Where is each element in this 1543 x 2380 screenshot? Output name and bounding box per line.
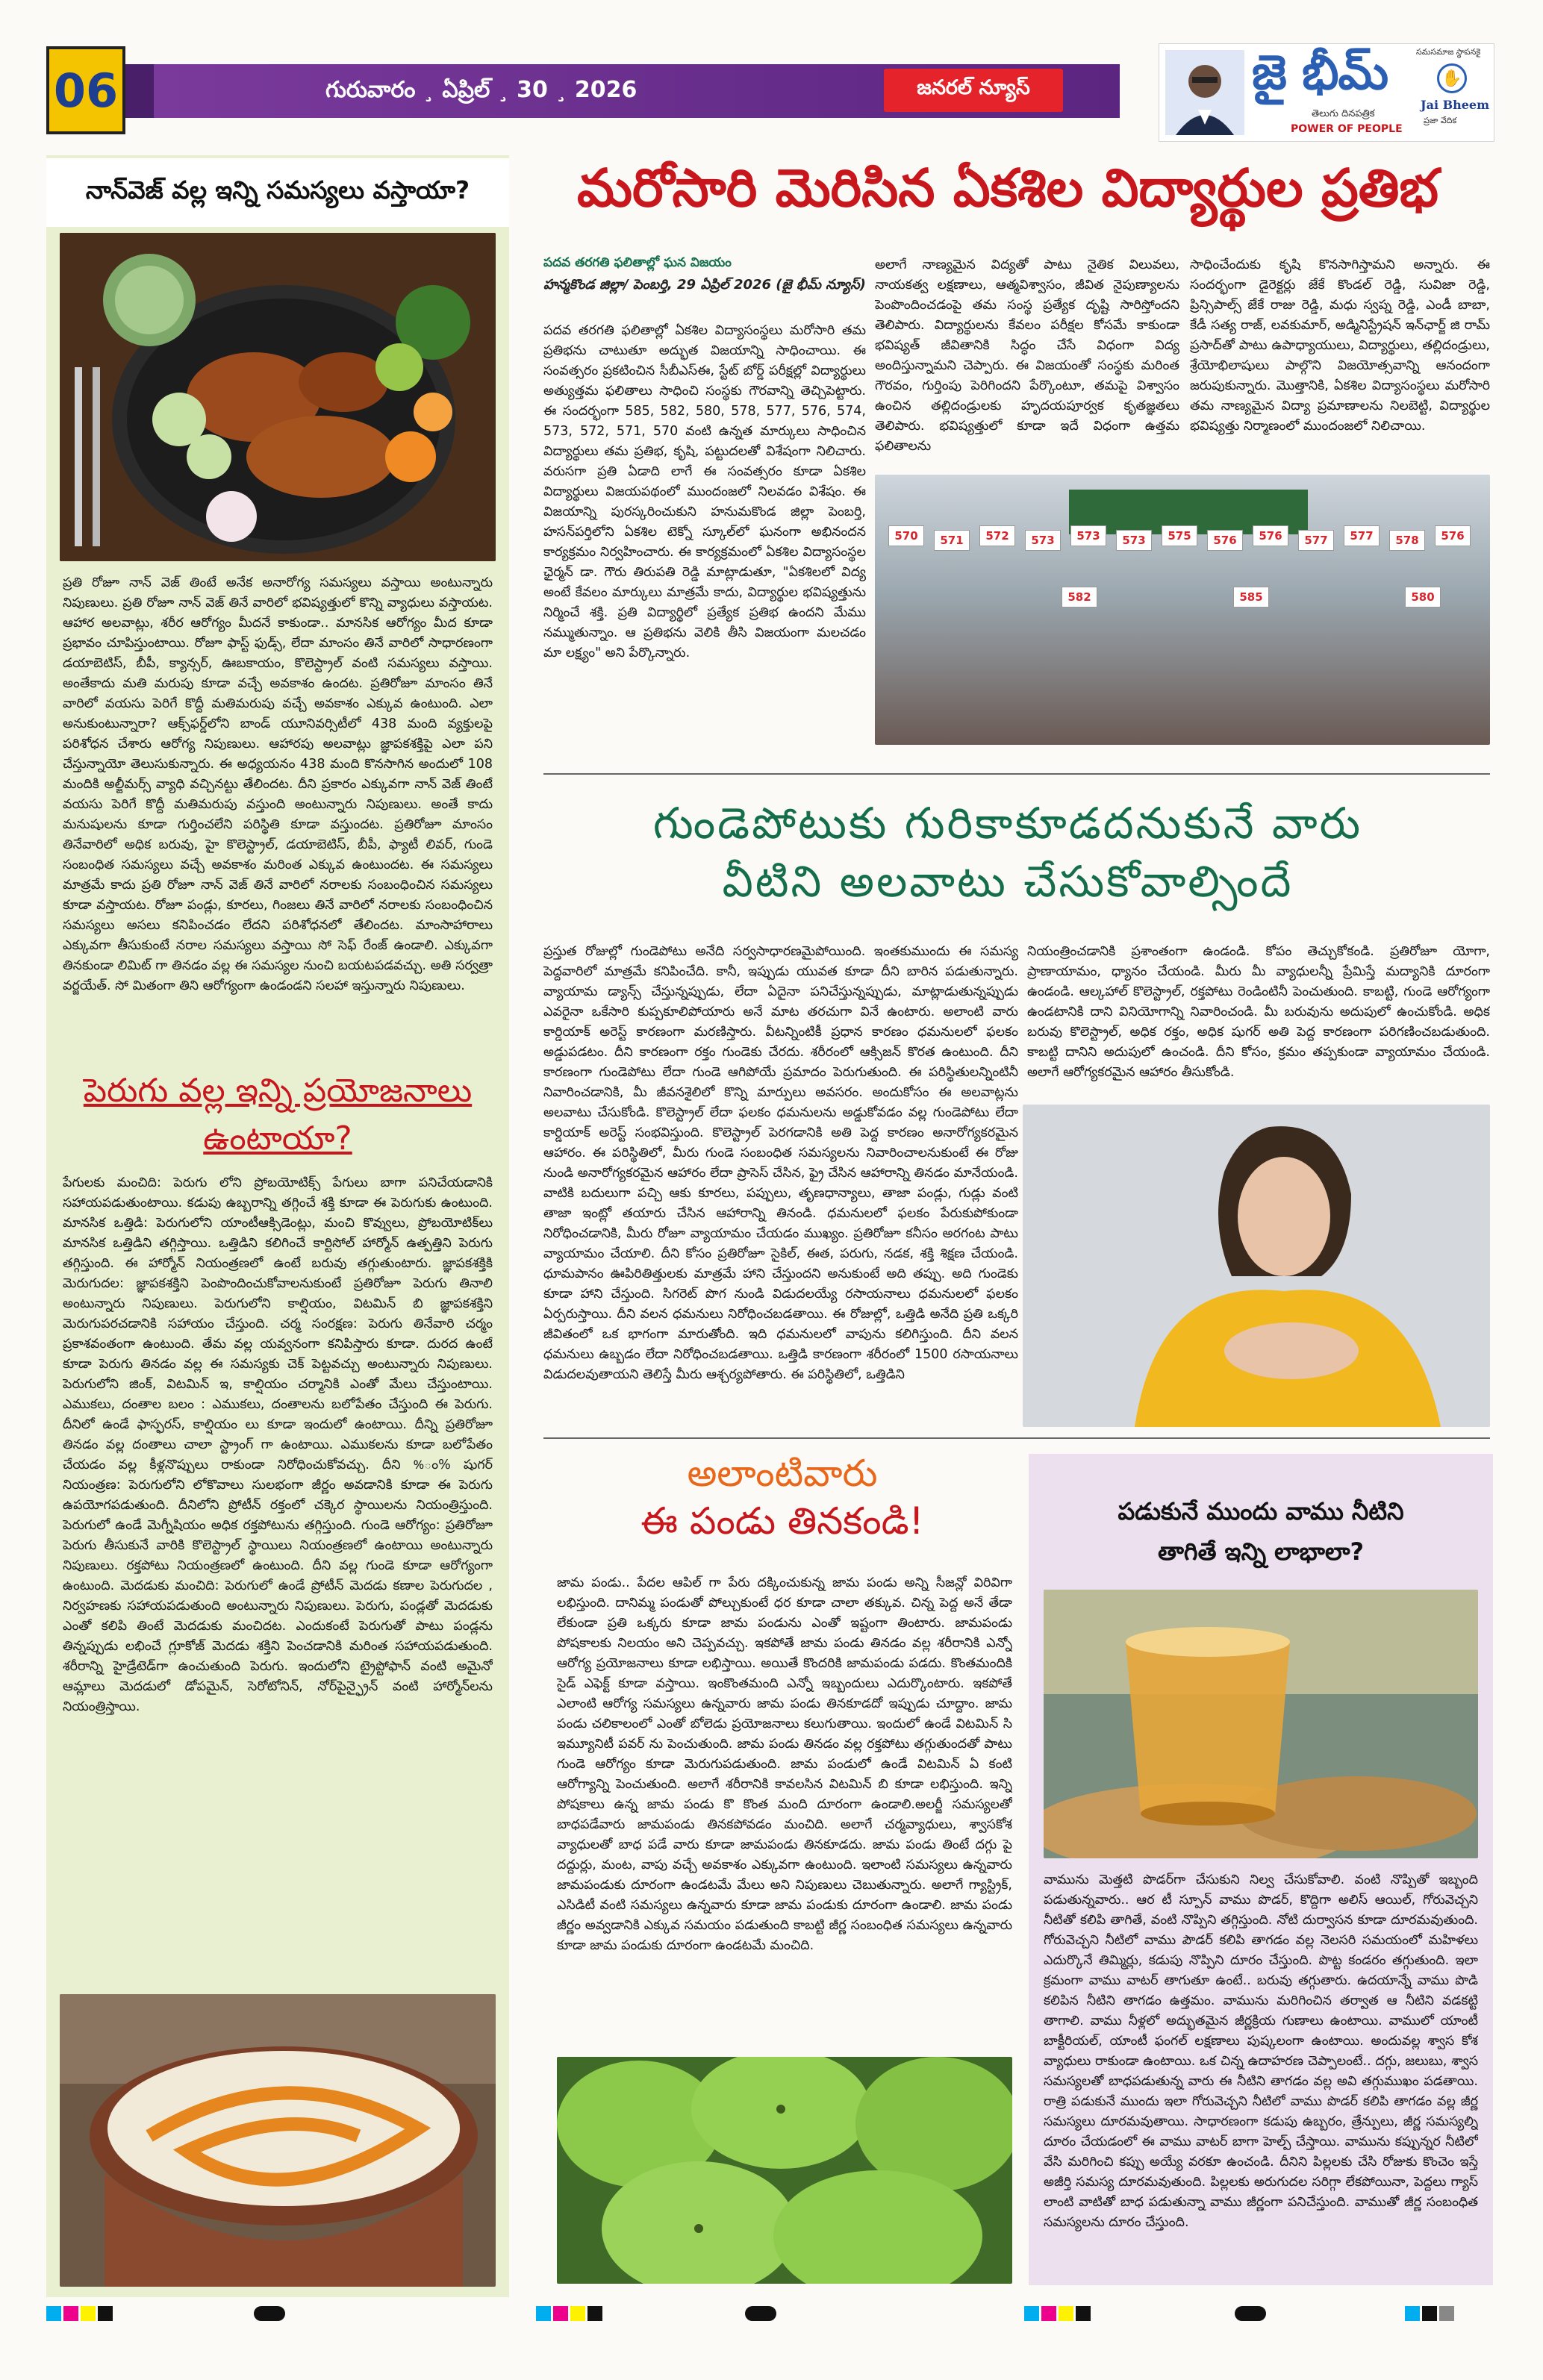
reg-magenta	[1041, 2306, 1056, 2321]
reg-yellow	[1059, 2306, 1073, 2321]
date-line: గురువారం ¸ ఏప్రిల్ ¸ 30 ¸ 2026	[325, 77, 638, 103]
left-title-strip	[46, 158, 509, 227]
page-number: 06	[53, 63, 119, 118]
score-card: 572	[979, 525, 1015, 546]
reg-black	[1076, 2306, 1091, 2321]
registration-marks-far-right	[1405, 2306, 1456, 2324]
woman-chest-pain-icon	[1023, 1105, 1490, 1427]
logo-right-top: సమసమాజ స్థాపనకై	[1416, 47, 1481, 57]
score-card: 580	[1405, 587, 1441, 608]
heart-headline-2: వీటిని అలవాటు చేసుకోవాల్సిందే	[722, 856, 1294, 907]
chest-pain-photo	[1023, 1105, 1490, 1427]
reg-cyan	[1024, 2306, 1039, 2321]
ajwain-water-glass-icon	[1044, 1590, 1478, 1858]
ambedkar-portrait	[1165, 50, 1244, 135]
emblem-icon: ✋	[1441, 69, 1462, 88]
curd-bowl-icon	[60, 1994, 496, 2287]
reg-magenta	[63, 2306, 78, 2321]
ajwain-headline-1: పడుకునే ముందు వాము నీటిని	[1117, 1497, 1404, 1525]
top-col-3: సాధించేందుకు కృషి కొనసాగిస్తామని అన్నారు. ఈ సందర్భంగా డైరెక్టర్లు జేకే కొండల్ రెడ్డి, సువిజా రెడ్డి, ప్రిన్సిపాల్స్ జేకే రాజు రెడ్డి, మధు స్వప్న రెడ్డి, ఎండీ బాబా, కేడీ సత్య రాజ్, లవకుమార్, అడ్మినిస్ట్రేషన్ ఇన్‌ఛార్జ్ జి రామ్ ప్రసాద్‌తో పాటు ఉపాధ్యాయులు, విద్యార్థులు, తల్లిదండ్రులు, శ్రేయోభిలాషులు పాల్గొని విజయోత్సవాన్ని ఆనందంగా జరుపుకున్నారు. మొత్తానికి, ఏకశిల విద్యాసంస్థలు మరోసారి తమ నాణ్యమైన విద్యా ప్రమాణాలను నిలబెట్టి, విద్యార్థుల భవిష్యత్తు నిర్మాణంలో ముందంజలో నిలిచాయి.	[1190, 257, 1490, 434]
score-card: 578	[1389, 530, 1425, 551]
page-number-box	[46, 46, 125, 134]
score-card: 573	[1070, 525, 1106, 546]
score-card: 570	[888, 525, 924, 546]
left-subtitle	[63, 1067, 493, 1163]
logo-title: జై భీమ్	[1252, 46, 1388, 101]
guava-headline-1: అలాంటివారు	[687, 1452, 878, 1495]
left-article-body: ప్రతి రోజూ నాన్ వెజ్ తింటే అనేక అనారోగ్య సమస్యలు వస్తాయి అంటున్నారు నిపుణులు. ప్రతి రోజూ నాన్ వెజ్ తినే వారిలో భవిష్యత్తులో కొన్ని వ్యాధులు వస్తాయట. ఆహార అలవాట్లు, శరీర ఆరోగ్యం మీదనే కాకుండా.. మానసిక ఆరోగ్యం మీద కూడా ప్రభావం చూపిస్తుంటాయి. రోజూ ఫాస్ట్ ఫుడ్స్, లేదా మాంసం తినే వారిలో సాధారణంగా డయాబెటిస్, బీపీ, క్యాన్సర్, ఊబకాయం, కొలెస్ట్రాల్ వంటి సమస్యలు వస్తాయి. అంతేకాదు మతి మరుపు కూడా వచ్చే అవకాశం ఉందట. ప్రతిరోజూ మాంసం తినే వారిలో వయసు పెరిగే కొద్దీ మతిమరుపు వచ్చే అవకాశం ఎక్కువ ఉంటుంది. ఎలా అనుకుంటున్నారా? ఆక్స్‌ఫర్డ్‌లోని బాండ్ యూనివర్సిటీలో 438 మంది వ్యక్తులపై పరిశోధన చేశారు ఆరోగ్య నిపుణులు. ఆహారపు అలవాట్లు జ్ఞాపకశక్తిపై ఎలా పని చేస్తున్నాయో తెలుసుకున్నారు. ఈ అధ్యయనం 438 మంది కొనసాగిన అందులో 108 మందికి అల్జీమర్స్ వ్యాధి వచ్చినట్టు తేలిందట. దీని ప్రకారం ఎక్కువగా నాన్ వెజ్ తింటే వయసు పెరిగే కొద్దీ మతిమరుపు వస్తుంది అంటున్నారు నిపుణులు. అంతే కాదు మనుషులను కూడా గుర్తించలేని పరిస్థితి కూడా వస్తుందట. ప్రతిరోజూ మాంసం తినేవారిలో అధిక బరువు, హై కొలెస్ట్రాల్, డయాబెటిస్, బీపీ, ఫ్యాటీ లివర్, గుండె సంబంధిత సమస్యలు వచ్చే అవకాశం మరింత ఎక్కువ ఉంటుందట. ఈ సమస్యలు మాత్రమే కాదు ప్రతి రోజూ నాన్ వెజ్ తినే వారిలో నరాలకు సంబంధించిన సమస్యలు కూడా వస్తాయట. రోజూ పండ్లు, కూరలు, గింజలు తినే వారిలో నరాలకు సంబంధించిన సమస్యలు అసలు కనిపించడం లేదని పరిశోధనలో తేలిందట. మాంసాహారాలు ఎక్కువగా తీసుకుంటే నరాల సమస్యలు వస్తాయి సో సెఫ్ రేంజ్ ఉండాలి. ఎక్కువగా తినకుండా లిమిట్ గా తినడం వల్ల ఈ సమస్యల నుంచి బయటపడవచ్చు. అతి సర్వత్రా వర్జయేత్. సో మితంగా తిని ఆరోగ్యంగా ఉండండని సలహా ఇస్తున్నారు నిపుణులు.	[63, 575, 493, 993]
reg-yellow	[570, 2306, 585, 2321]
logo-tagline: తెలుగు దినపత్రిక	[1312, 108, 1375, 119]
reg-oval-3	[1235, 2306, 1266, 2321]
heart-bottom-divider	[543, 1437, 1490, 1439]
score-card: 573	[1116, 530, 1152, 551]
heart-headline-wrap	[523, 794, 1493, 911]
guava-fruit-icon	[557, 2057, 1012, 2284]
registration-marks-left	[46, 2306, 115, 2324]
top-kicker: పదవ తరగతి ఫలితాల్లో ఘన విజయం	[543, 255, 732, 270]
score-card: 576	[1253, 525, 1288, 546]
heart-col-1: ప్రస్తుత రోజుల్లో గుండెపోటు అనేది సర్వసాధారణమైపోయింది. ఇంతకుముందు ఈ సమస్య పెద్దవారిలో మాత్రమే కనిపించేది. కానీ, ఇప్పుడు యువత కూడా దీని బారిన పడుతున్నారు. వ్యాయామ డ్యాన్స్ చేస్తున్నప్పుడు, లేదా ఏదైనా పనిచేస్తున్నప్పుడు, మాట్లాడుతున్నప్పుడు ఎవరైనా ఒకేసారి కుప్పకూలిపోయారు అనే మాట తరచుగా వినే ఉంటారు. అలాంటి వారు కార్డియాక్ అరెస్ట్ కారణంగా మరణిస్తారు. వీటన్నింటికీ ప్రధాన కారణం ధమనులలో ఫలకం అడ్డుపడటం. దీని కారణంగా రక్తం గుండెకు చేరదు. శరీరంలో ఆక్సిజన్ కొరత ఉంటుంది. దీని కారణంగా గుండెపోటు లేదా గుండె ఆగిపోయే ప్రమాదం పెరుగుతుంది. ఈ పరిస్థితులన్నింటినీ నివారించడానికి, మీ జీవనశైలిలో కొన్ని మార్పులు అవసరం. అందుకోసం ఈ అలవాట్లను అలవాటు చేసుకోండి. కొలెస్ట్రాల్ లేదా ఫలకం ధమనులను అడ్డుకోవడం వల్ల గుండెపోటు లేదా కార్డియాక్ అరెస్ట్ సంభవిస్తుంది. కొలెస్ట్రాల్ పెరగడానికి అతి పెద్ద కారణం అనారోగ్యకరమైన ఆహారం. ఈ పరిస్థితిలో, మీరు గుండె సంబంధిత సమస్యలను నివారించాలనుకుంటే ఈ రోజు నుండి అనారోగ్యకరమైన ఆహారం లేదా ప్రాసెస్ చేసిన, ఫ్రై చేసిన ఆహారాన్ని తినడం మానేయండి. వాటికి బదులుగా పచ్చి ఆకు కూరలు, పప్పులు, తృణధాన్యాలు, తాజా పండ్లు, గుడ్లు వంటి తాజా ఇంట్లో తయారు చేసిన ఆహారాన్ని తినండి. ధమనులలో ఫలకం పేరుకుపోకుండా నిరోధించడానికి, మీరు రోజూ వ్యాయామం చేయడం ముఖ్యం. ప్రతిరోజూ కనీసం అరగంట పాటు వ్యాయామం చేయాలి. దీని కోసం ప్రతిరోజూ సైకిల్, ఈత, పరుగు, నడక, శక్తి శిక్షణ చేయండి. ధూమపానం ఊపిరితిత్తులకు మాత్రమే హాని చేస్తుందని అనుకుంటే అది తప్పు. అది గుండెకు కూడా హాని చేస్తుంది. సిగరెట్ పొగ నుండి విడుదలయ్యే రసాయనాలు ధమనులలో ఫలకం ఏర్పరుస్తాయి. దీని వలన ధమనులు నిరోధించబడతాయి. ఈ రోజుల్లో, ఒత్తిడి అనేది ప్రతి ఒక్కరి జీవితంలో ఒక భాగంగా మారుతోంది. ఇది ధమనులలో వాపును కలిగిస్తుంది. దీని వలన ధమనులు ఉబ్బడం లేదా నిరోధించబడతాయి. ఒత్తిడి కారణంగా శరీరంలో 1500 రసాయనాలు విడుదలవుతాయని తెలిస్తే మీరు ఆశ్చర్యపోతారు. ఈ పరిస్థితిలో, ఒత్తిడిని	[543, 944, 1018, 1382]
reg-black	[1422, 2306, 1437, 2321]
score-card: 582	[1062, 587, 1097, 608]
curd-photo	[60, 1994, 496, 2287]
score-card: 571	[934, 530, 970, 551]
grilled-chicken-icon	[60, 233, 496, 561]
section-label: జనరల్ న్యూస్	[917, 76, 1030, 99]
registration-marks-mid	[536, 2306, 605, 2324]
left-article-title: నాన్‌వెజ్ వల్ల ఇన్ని సమస్యలు వస్తాయా?	[85, 175, 470, 204]
score-card: 577	[1344, 525, 1380, 546]
curd-subtitle: పెరుగు వల్ల ఇన్ని ప్రయోజనాలు ఉంటాయా?	[83, 1072, 473, 1158]
heart-headline-1: గుండెపోటుకు గురికాకూడదనుకునే వారు	[652, 798, 1363, 849]
reg-oval-1	[254, 2306, 285, 2321]
score-card: 573	[1025, 530, 1061, 551]
ajwain-photo	[1044, 1590, 1478, 1858]
logo-right-bottom: ప్రజా వేదిక	[1424, 116, 1457, 125]
top-dateline: హన్మకొండ జిల్లా/ పెంబర్తి, 29 ఏప్రిల్ 2026 (జై భీమ్ న్యూస్)	[543, 277, 866, 293]
section-tag	[884, 69, 1063, 112]
reg-grey	[1439, 2306, 1454, 2321]
registration-marks-right	[1024, 2306, 1093, 2324]
guava-headline-wrap	[543, 1449, 1021, 1545]
reg-magenta	[553, 2306, 568, 2321]
score-card: 576	[1207, 530, 1243, 551]
guava-headline-2: ఈ పండు తినకండి!	[640, 1499, 924, 1543]
curd-article-body: పేగులకు మంచిది: పెరుగు లోని ప్రోబయోటిక్స్ పేగులు బాగా పనిచేయడానికి సహాయపడుతుంటాయి. కడుపు ఉబ్బరాన్ని తగ్గించే శక్తి కూడా ఈ పెరుగుకు ఉంటుంది. మానసిక ఒత్తిడి: పెరుగులోని యాంటీఆక్సిడెంట్లు, మంచి కొవ్వులు, ప్రోబయోటిక్‌లు మానసిక ఒత్తిడిని తగ్గిస్తాయి. ఒత్తిడిని కలిగించే కార్టిసోల్ హార్మోన్ ఉత్పత్తిని పెరుగు తగ్గిస్తుంది. ఈ హార్మోన్ నియంత్రణలో ఉంటే బరువు తగ్గుతుంటారు. జ్ఞాపకశక్తికి మెరుగుదల: జ్ఞాపకశక్తిని పెంపొందించుకోవాలనుకుంటే ప్రతిరోజూ పెరుగు తినాలి అంటున్నారు నిపుణులు. పెరుగులోని కాల్షియం, విటమిన్ బి జ్ఞాపకశక్తిని మెరుగుపరచడానికి సహాయం చేస్తుంది. చర్మ సంరక్షణ: పెరుగు తినేవారి చర్మం ప్రకాశవంతంగా ఉంటుంది. తేమ వల్ల యవ్వనంగా కనిపిస్తారు కూడా. దురద ఉంటే కూడా పెరుగు తినడం వల్ల ఈ సమస్యకు చెక్ పెట్టవచ్చు అంటున్నారు నిపుణులు. పెరుగులోని జింక్, విటమిన్ ఇ, కాల్షియం చర్మానికి ఎంతో మేలు చేస్తుంటాయి. ఎముకలు, దంతాల బలం : ఎముకలు, దంతాలను బలోపేతం చేస్తుంది ఈ పెరుగు. దీనిలో ఉండే ఫాస్ఫరస్, కాల్షియం లు కూడా ఇందులో ఉంటాయి. దీన్ని ప్రతిరోజూ తినడం వల్ల దంతాలు చాలా స్ట్రాంగ్ గా ఉంటాయి. ఎముకలను కూడా బలోపేతం చేయడం వల్ల కీళ్లనొప్పులు రాకుండా నిరోధించుకోవచ్చు. దీని %ం% షుగర్ నియంత్రణ: పెరుగులోని లోకొవాలు సులభంగా జీర్ణం అవడానికి కూడా ఈ పెరుగు ఉపయోగపడుతుంది. దీనిలోని ప్రోటీన్ రక్తంలో చక్కెర స్థాయిలను నియంత్రిస్తుంది. పెరుగులో ఉండే మెగ్నీషియం అధిక రక్తపోటును తగ్గిస్తుంది. గుండె ఆరోగ్యం: ప్రతిరోజూ పెరుగు తీసుకునే వారికి కొలెస్ట్రాల్ స్థాయిలు నియంత్రణలో ఉంటాయి అంటున్నారు నిపుణులు. రక్తపోటు నియంత్రణలో ఉంటుంది. దీని వల్ల గుండె కూడా ఆరోగ్యంగా ఉంటుంది. మెదడుకు మంచిది: పెరుగులో ఉండే ప్రోటీన్ మెదడు కణాల పెరుగుదల , నిర్వహణకు సహాయపడుతుంది అంటున్నారు నిపుణులు. పెరుగు, పండ్లతో మెదడుకు ఎంతో కలిపి తింటే మెదడుకు మంచిదట. ఎందుకంటే పెరుగుతో పాటు పండ్లను తిన్నప్పుడు లభించే గ్లూకోజ్ మెదడు శక్తిని పెంచడానికి మరింత సహాయపడుతుంది. శరీరాన్ని హైడ్రేటెడ్‌గా ఉంచుతుంది పెరుగు. ఇందులోని ట్రైప్టోఫాన్ వంటి అమైనో ఆమ్లాలు మెదడులో డోపమైన్, సెరోటోనిన్, నోర్‌పైన్ఫ్రైన్ వంటి హార్మోన్‌లను నియంత్రిస్తాయి.	[63, 1175, 493, 1714]
score-card: 577	[1298, 530, 1334, 551]
logo-subtitle: POWER OF PEOPLE	[1291, 123, 1403, 135]
masthead-band-left	[125, 64, 154, 118]
score-card: 585	[1233, 587, 1269, 608]
reg-cyan	[1405, 2306, 1420, 2321]
reg-cyan	[536, 2306, 551, 2321]
ajwain-body: వామును మెత్తటి పొడర్‌గా చేసుకుని నిల్వ చేసుకోవాలి. వంటి నొప్పితో ఇబ్బంది పడుతున్నవారు.. ఆర టీ స్పూన్ వాము పొడర్, కొద్దిగా అలిస్ ఆయిల్, గోరువెచ్చని నీటితో కలిపి తాగితే, వంటి నొప్పిని తగ్గిస్తుంది. నోటి దుర్వాసన కూడా దూరమవుతుంది. గోరువెచ్చని నీటిలో వాము పౌడర్ కలిపి తాగడం వల్ల నెలసరి సమయంలో మహిళలు ఎదుర్కొనే తిమ్మిర్లు, కడుపు నొప్పిని దూరం చేస్తుంది. పొట్ట కండరం తగ్గుతుంది. ఇలా క్రమంగా వాము వాటర్ తాగుతూ ఉంటే.. బరువు తగ్గుతారు. ఉదయాన్నే వాము పొడి కలిపిన నీటిని తాగడం ఉత్తమం. వామును మరిగించిన తర్వాత ఆ నీటిని వడకట్టి తాగాలి. వాము నీళ్లలో అద్భుతమైన జీర్ణక్రియ గుణాలు ఉంటాయి. వాములో యాంటీ బాక్టీరియల్, యాంటీ ఫంగల్ లక్షణాలు పుష్కలంగా ఉంటాయి. అందువల్ల శ్వాస కోశ వ్యాధులు రాకుండా ఉంటాయి. ఒక చిన్న ఉదాహరణ చెప్పాలంటే.. దగ్గు, జలుబు, శ్వాస సమస్యలతో బాధపడుతున్న వారు ఈ నీటిని తాగడం వల్ల అవి తగ్గుముఖం పడతాయి. రాత్రి పడుకునే ముందు ఇలా గోరువెచ్చని నీటిలో వాము పొడర్ కలిపి తాగడం వల్ల జీర్ణ సమస్యలు దూరమవుతాయి. సాధారణంగా కడుపు ఉబ్బరం, త్రేన్పులు, జీర్ణ సమస్యల్ని దూరం చేయడంలో ఈ వాము వాటర్ బాగా హెల్ప్ చేస్తాయి. వామును కప్పున్నర నీటిలో వేసి మరిగించి కప్పు అయ్యే వరకూ ఉంచండి. దీనిని పిల్లలకు చేసి రోజుకు కొంచెం ఇస్తే అజీర్తి సమస్య దూరమవుతుంది. పిల్లలకు అరుగుదల సరిగ్గా లేకపోయినా, పెద్దలు గ్యాస్ లాంటి వాటితో బాధ పడుతున్నా వాము జీర్ణంగా పనిచేస్తుంది. వాముతో జీర్ణ సంబంధిత సమస్యలను దూరం చేస్తుంది.	[1044, 1873, 1478, 2230]
nonveg-photo	[60, 233, 496, 561]
section-divider	[543, 773, 1490, 775]
reg-cyan	[46, 2306, 61, 2321]
ajwain-headline-wrap	[1029, 1491, 1493, 1572]
guava-photo	[557, 2057, 1012, 2284]
score-card: 576	[1435, 525, 1471, 546]
reg-yellow	[81, 2306, 96, 2321]
top-col-1: పదవ తరగతి ఫలితాల్లో ఏకశిల విద్యాసంస్థలు మరోసారి తమ ప్రతిభను చాటుతూ అద్భుత విజయాన్ని సాధించాయి. ఈ సంవత్సరం ప్రకటించిన సీబీఎస్‌ఈ, స్టేట్ బోర్డ్ పరీక్షల్లో విద్యార్థులు అత్యుత్తమ ఫలితాలు సాధించి సంస్థకు గౌరవాన్ని తెచ్చిపెట్టారు. ఈ సందర్భంగా 585, 582, 580, 578, 577, 576, 574, 573, 572, 571, 570 వంటి ఉన్నత మార్కులు సాధించిన విద్యార్థులు తమ ప్రతిభ, కృషి, పట్టుదలతో విశేషంగా నిలిచారు. వరుసగా ప్రతి ఏడాది లాగే ఈ సంవత్సరం కూడా ఏకశిల విద్యార్థులు విజయపథంలో ముందంజలో నిలవడం విశేషం. ఈ విజయాన్ని పురస్కరించుకుని హనుమకొండ జిల్లా పెంబర్తి, హసన్‌పర్తిలోని ఏకశిల టెక్నో స్కూల్‌లో ఘనంగా అభినందన కార్యక్రమం నిర్వహించారు. ఈ కార్యక్రమంలో ఏకశిల విద్యాసంస్థల ఛైర్మన్ డా. గౌరు తిరుపతి రెడ్డి మాట్లాడుతూ, "ఏకశిలలో విద్య అంటే కేవలం మార్కులు మాత్రమే కాదు, విద్యార్థుల భవిష్యత్తును నిర్మించే శక్తి. ప్రతి విద్యార్థిలో ప్రత్యేక ప్రతిభ ఉందని మేము నమ్ముతున్నాం. ఆ ప్రతిభను వెలికి తీసి విజయంగా మలచడం మా లక్ష్యం" అని పేర్కొన్నారు.	[543, 323, 866, 660]
top-headline: మరోసారి మెరిసిన ఏకశిల విద్యార్థుల ప్రతిభ	[577, 157, 1438, 219]
reg-black	[587, 2306, 602, 2321]
logo-right-name: Jai Bheem	[1421, 98, 1490, 112]
score-card: 575	[1162, 525, 1197, 546]
ajwain-headline-2: తాగితే ఇన్ని లాభాలా?	[1157, 1537, 1365, 1566]
students-group-photo	[875, 475, 1490, 745]
heart-col-2: నియంత్రించడానికి ప్రశాంతంగా ఉండండి. కోపం తెచ్చుకోకండి. ప్రతిరోజూ యోగా, ప్రాణాయామం, ధ్యానం చేయండి. మీరు మీ వ్యాధులన్నీ ప్రేమిస్తే మద్యానికి దూరంగా ఉండండి. ఆల్కహాల్ కొలెస్ట్రాల్, రక్తపోటు రెండింటినీ పెంచుతుంది. కాబట్టి, గుండె ఆరోగ్యంగా ఉండటానికి దాని వినియోగాన్ని నివారించండి. మీ బరువును అదుపులో ఉంచుకోండి. అధిక బరువు కొలెస్ట్రాల్, అధిక రక్తం, అధిక షుగర్ అతి పెద్ద కారణంగా పరిగణించబడుతుంది. కాబట్టి దానిని అదుపులో ఉంచండి. దీని కోసం, క్రమం తప్పకుండా వ్యాయామం చేయండి. అలాగే ఆరోగ్యకరమైన ఆహారం తీసుకోండి.	[1027, 944, 1490, 1080]
top-col-2: అలాగే నాణ్యమైన విద్యతో పాటు నైతిక విలువలు, నాయకత్వ లక్షణాలు, ఆత్మవిశ్వాసం, జీవిత నైపుణ్యాలను పెంపొందించడంపై తమ సంస్థ ప్రత్యేక దృష్టి సారిస్తోందని తెలిపారు. విద్యార్థులను కేవలం పరీక్షల కోసమే కాకుండా భవిష్యత్ జీవితానికి సిద్ధం చేసే విధంగా విద్య అందిస్తున్నామని చెప్పారు. ఈ విజయంతో సంస్థకు మరింత గౌరవం, గుర్తింపు పెరిగిందని పేర్కొంటూ, తమపై విశ్వాసం ఉంచిన తల్లిదండ్రులకు హృదయపూర్వక కృతజ్ఞతలు తెలిపారు. భవిష్యత్తులో కూడా ఇదే విధంగా ఉత్తమ ఫలితాలను	[875, 257, 1179, 454]
guava-body: జామ పండు.. పేదల ఆపిల్ గా పేరు దక్కించుకున్న జామ పండు అన్ని సీజన్లో విరివిగా లభిస్తుంది. దానిమ్మ పండుతో పోల్చుకుంటే ధర కూడా చాలా తక్కువ. చిన్న పెద్ద అనే తేడా లేకుండా ప్రతి ఒక్కరు కూడా జామ పండును ఎంతో ఇష్టంగా తింటారు. జామపండు పోషకాలకు నిలయం అని చెప్పవచ్చు. ఇకపోతే జామ పండు తినడం వల్ల శరీరానికి ఎన్నో ఆరోగ్య ప్రయోజనాలు కూడా లభిస్తాయి. అయితే కొందరికి జామపండు పడదు. కొంతమందికి సైడ్ ఎఫెక్ట్ కూడా వస్తాయి. ఇంకొంతమంది ఎన్నో ఇబ్బందులు ఎదుర్కొంటారు. ఇకపోతే ఎలాంటి ఆరోగ్య సమస్యలు ఉన్నవారు జామ పండు తినకూడదో ఇప్పుడు చూద్దాం. జామ పండు చలికాలంలో ఎంతో బోలెడు ప్రయోజనాలు కలుగుతాయి. ఇందులో ఉండే విటమిన్ సి ఇమ్యూనిటీ పవర్ ను పెంచుతుంది. జామ పండు తినడం వల్ల రక్తపోటు తగ్గుతుందతో పాటు గుండె ఆరోగ్యం కూడా మెరుగుపడుతుంది. జామ పండులో ఉండే విటమిన్ ఏ కంటి ఆరోగ్యాన్ని పెంచుతుంది. అలాగే శరీరానికి కావలసిన విటమిన్ బి కూడా లభిస్తుంది. ఇన్ని పోషకాలు ఉన్న జామ పండు కొ కొంత మంది దూరంగా ఉండాలి.అలర్జీ సమస్యలతో బాధపడేవారు జామపండు తినకపోవడం మంచిది. అలాగే చర్మవ్యాధులు, శ్వాసకోశ వ్యాధులతో బాధ పడే వారు కూడా జామపండు తినకూడదు. జామ పండు తింటే దగ్గు పై దద్దుర్లు, మంట, వాపు వచ్చే అవకాశం ఎక్కువగా ఉంటుంది. ఇలాంటి సమస్యలు ఉన్నవారు జామపండుకు దూరంగా ఉండటమే మేలు అని నిపుణులు చెబుతున్నారు. అలాగే గ్యాస్ట్రిక్, ఎసిడిటీ వంటి సమస్యలు ఉన్నవారు కూడా జామ పండుకు దూరంగా ఉండాలి. జామ పండు జీర్ణం అవ్వడానికి ఎక్కువ సమయం పడుతుంది కాబట్టి జీర్ణ సంబంధిత సమస్యలు ఉన్నవారు కూడా జామ పండుకు దూరంగా ఉండటమే మంచిది.	[557, 1575, 1012, 1953]
portrait-icon	[1165, 50, 1244, 135]
logo-emblem	[1437, 63, 1467, 93]
reg-black	[98, 2306, 113, 2321]
top-headline-wrap	[523, 146, 1493, 242]
reg-oval-2	[745, 2306, 776, 2321]
newspaper-logo	[1159, 43, 1494, 142]
